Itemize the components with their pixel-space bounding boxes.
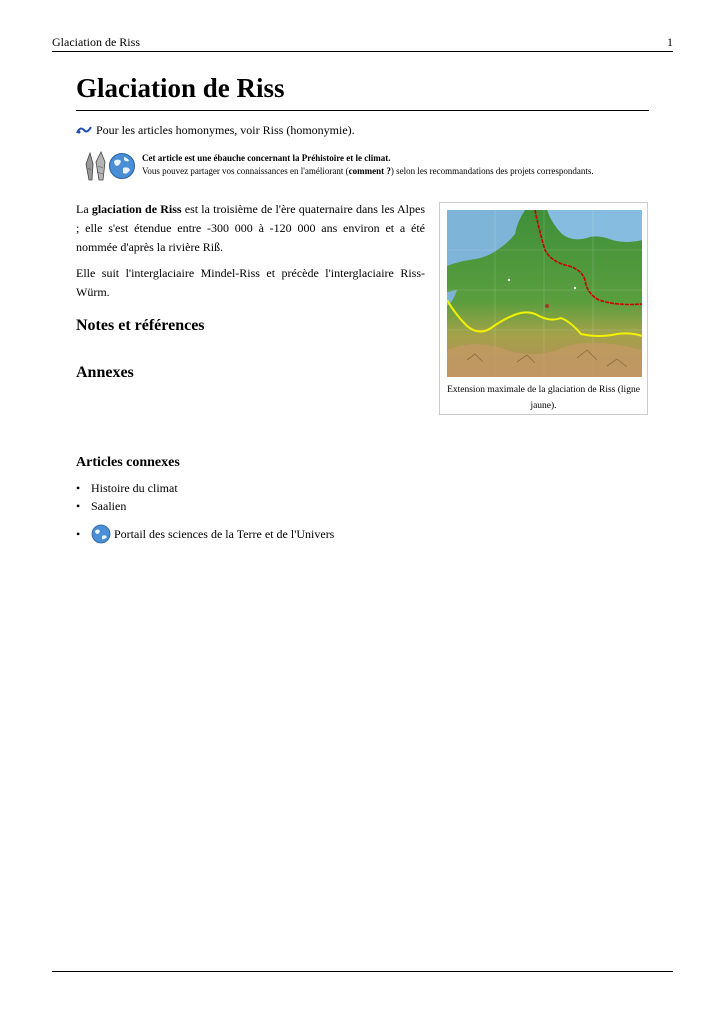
earth-globe-icon bbox=[91, 524, 111, 544]
paragraph-2: Elle suit l'interglaciaire Mindel-Riss et précède l'interglaciaire Riss-Würm. bbox=[76, 266, 425, 299]
city-marker bbox=[574, 287, 576, 289]
figure-caption: Extension maximale de la glaciation de Riss (ligne jaune). bbox=[447, 385, 640, 411]
section-heading-annexes: Annexes bbox=[76, 364, 134, 381]
related-link-histoire-climat[interactable]: • Histoire du climat bbox=[76, 479, 178, 497]
portal-item bbox=[76, 524, 334, 544]
city-marker bbox=[545, 304, 549, 308]
map-figure bbox=[439, 202, 648, 415]
running-header-title: Glaciation de Riss bbox=[52, 35, 140, 49]
flint-tools-icon bbox=[84, 150, 108, 182]
glaciation-extent-map[interactable] bbox=[447, 210, 642, 377]
comment-link[interactable]: comment ? bbox=[348, 166, 391, 176]
article-body bbox=[76, 200, 425, 309]
portal-bullet: • bbox=[76, 526, 81, 541]
homonym-link[interactable]: Pour les articles homonymes, voir Riss (homonymie). bbox=[96, 123, 355, 137]
page-number: 1 bbox=[667, 35, 673, 49]
paragraph-1: La glaciation de Riss est la troisième de l'ère quaternaire dans les Alpes ; elle s'est étendue entre -300 000 à -120 000 ans environ et a été nommée d'après la rivière Riß. bbox=[76, 202, 425, 254]
section-heading-notes: Notes et références bbox=[76, 317, 205, 334]
term-bold: glaciation de Riss bbox=[91, 202, 182, 216]
stub-line-2: Vous pouvez partager vos connaissances en l'améliorant (comment ?) selon les recommandations des projets correspondants. bbox=[142, 166, 594, 176]
page-title: Glaciation de Riss bbox=[76, 73, 285, 103]
earth-globe-icon bbox=[108, 152, 136, 180]
stub-notice bbox=[84, 150, 594, 182]
related-link-saalien[interactable]: • Saalien bbox=[76, 497, 178, 515]
running-header bbox=[52, 35, 673, 50]
portal-link[interactable]: Portail des sciences de la Terre et de l'Univers bbox=[114, 526, 335, 541]
header-divider bbox=[52, 51, 673, 52]
title-divider bbox=[76, 110, 649, 111]
disambiguation-icon bbox=[76, 125, 92, 135]
subsection-heading-articles: Articles connexes bbox=[76, 455, 180, 470]
city-marker bbox=[508, 279, 510, 281]
related-articles-list bbox=[76, 479, 178, 515]
footer-divider bbox=[52, 971, 673, 972]
stub-line-1: Cet article est une ébauche concernant la Préhistoire et le climat. bbox=[142, 153, 391, 163]
homonym-note bbox=[76, 123, 355, 137]
